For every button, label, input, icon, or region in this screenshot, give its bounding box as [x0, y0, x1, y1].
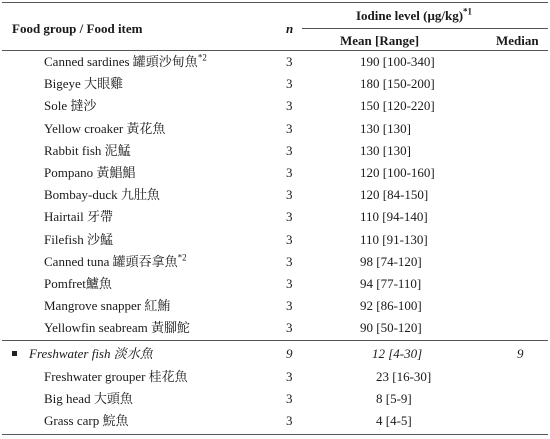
header-food-group: Food group / Food item [12, 21, 143, 36]
food-item-mean-range: 120 [100-160] [360, 165, 435, 180]
food-item-n: 3 [286, 298, 293, 314]
food-item-label: Canned tuna 罐頭吞拿魚 [44, 253, 178, 269]
header-bottom-rule [2, 50, 548, 51]
food-item-label: Rabbit fish 泥鯭 [44, 142, 131, 158]
food-item-footnote: *2 [197, 52, 207, 63]
food-item-name [44, 276, 112, 292]
food-item-mean-range: 90 [50-120] [360, 320, 422, 336]
food-item-mean-range: 92 [86-100] [360, 298, 422, 314]
freshwater-item-n: 3 [286, 413, 293, 428]
food-item-mean-range: 130 [130] [360, 120, 411, 136]
food-item-label: Mangrove snapper 紅鮪 [44, 298, 171, 314]
food-item-mean-range: 190 [100-340] [360, 54, 435, 69]
food-item-n: 3 [286, 320, 293, 336]
freshwater-item-mean-range: 4 [4-5] [376, 413, 412, 428]
food-item-n: 3 [286, 253, 293, 269]
food-item-name [44, 76, 123, 92]
food-item-n: 3 [286, 165, 293, 180]
food-item-label: Yellow croaker 黃花魚 [44, 120, 166, 136]
header-iodine-footnote: *1 [463, 6, 473, 17]
food-item-name [44, 165, 135, 181]
food-item-n: 3 [286, 98, 293, 114]
food-item-n: 3 [286, 120, 293, 136]
food-item-name [44, 121, 165, 137]
food-item-footnote: *2 [177, 252, 187, 263]
food-item-name [44, 143, 131, 159]
food-item-mean-range: 110 [91-130] [360, 231, 428, 247]
food-item-n: 3 [286, 76, 293, 92]
header-iodine-text: Iodine level (μg/kg) [356, 8, 464, 23]
food-item-label: Bigeye 大眼雞 [44, 76, 124, 92]
freshwater-item-mean-range: 23 [16-30] [376, 369, 432, 384]
table-bottom-rule [2, 434, 548, 435]
header-iodine-level [356, 8, 472, 24]
food-item-n: 3 [286, 187, 293, 203]
header-sub-rule [302, 28, 548, 29]
freshwater-item-name: Freshwater grouper 桂花魚 [44, 369, 188, 384]
bullet-icon [12, 351, 17, 356]
food-item-mean-range: 150 [120-220] [360, 98, 435, 114]
food-item-mean-range: 120 [84-150] [360, 187, 429, 203]
food-item-name [44, 320, 190, 336]
food-item-name [44, 98, 96, 114]
food-item-mean-range: 94 [77-110] [360, 276, 422, 291]
food-item-label: Pompano 黃鯧鯧 [44, 165, 136, 180]
food-item-label: Canned sardines 罐頭沙甸魚 [44, 54, 198, 69]
group-mean: 12 [4-30] [372, 346, 423, 361]
food-item-name [44, 254, 187, 270]
food-item-n: 3 [286, 142, 293, 158]
food-item-label: Yellowfin seabream 黃腳鮀 [44, 320, 190, 336]
freshwater-item-name: Grass carp 鯇魚 [44, 413, 129, 428]
food-item-n: 3 [286, 276, 293, 291]
freshwater-item-n: 3 [286, 369, 293, 384]
food-item-label: Hairtail 牙帶 [44, 209, 113, 225]
food-item-n: 3 [286, 209, 293, 225]
food-item-label: Pomfret鱸魚 [44, 276, 112, 291]
group-n: 9 [286, 346, 293, 361]
table-top-rule [2, 2, 548, 3]
food-item-name [44, 209, 113, 225]
food-item-mean-range: 98 [74-120] [360, 253, 422, 269]
food-item-n: 3 [286, 54, 293, 69]
food-item-name [44, 187, 160, 203]
food-item-label: Bombay-duck 九肚魚 [44, 187, 160, 203]
header-median: Median [496, 33, 539, 48]
food-item-label: Filefish 沙鯭 [44, 231, 113, 247]
freshwater-item-name: Big head 大頭魚 [44, 391, 133, 406]
food-item-n: 3 [286, 231, 293, 247]
food-item-mean-range: 180 [150-200] [360, 76, 435, 92]
group-separator-rule [2, 340, 548, 341]
freshwater-item-n: 3 [286, 391, 293, 406]
food-item-label: Sole 撻沙 [44, 98, 97, 114]
food-item-name [44, 298, 170, 314]
header-n: n [286, 21, 294, 36]
group-name: Freshwater fish 淡水魚 [29, 346, 153, 361]
group-median: 9 [517, 346, 524, 361]
food-item-mean-range: 130 [130] [360, 142, 411, 158]
food-item-name [44, 232, 113, 248]
food-item-mean-range: 110 [94-140] [360, 209, 428, 225]
freshwater-item-mean-range: 8 [5-9] [376, 391, 412, 406]
food-item-name [44, 54, 207, 70]
header-mean-range: Mean [Range] [340, 33, 420, 48]
